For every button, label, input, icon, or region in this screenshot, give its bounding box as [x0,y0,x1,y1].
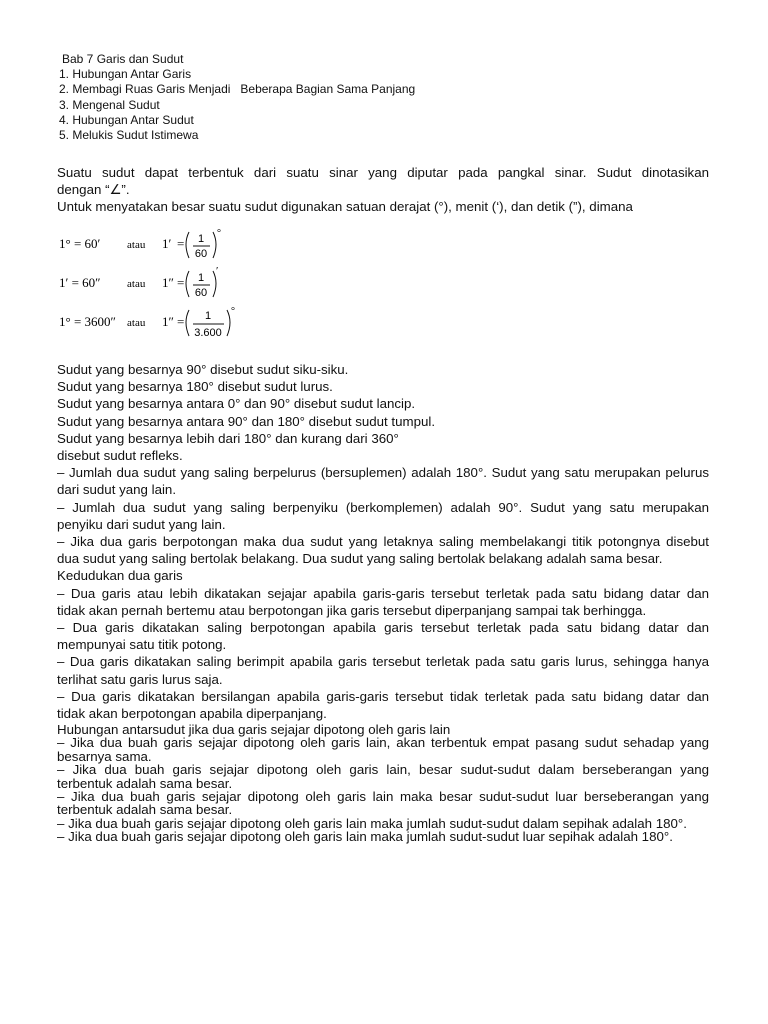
table-of-contents [59,52,415,143]
text-line: dari sudut yang lain. [57,482,177,498]
paren-left [186,310,189,336]
paren-left [186,271,189,297]
text-line: terbentuk adalah sama besar. [57,775,233,791]
intro-paragraph [57,164,709,215]
formula-row2-exp: ′ [216,265,219,277]
text-line: – Jika dua buah garis sejajar dipotong oleh garis lain, besar sudut-sudut dalam berseberangan yang [57,762,709,778]
formula-row1-exp: ° [217,228,221,239]
formula-row1-unit: 1′ [162,236,172,251]
text-line: Sudut yang besarnya antara 0° dan 90° disebut sudut lancip. [57,396,416,412]
section-heading: Kedudukan dua garis [57,568,183,584]
paren-left [186,232,189,258]
text-line: tidak akan pernah bertemu atau berpotongan jika garis tersebut diperpanjang sampai tak berhingga. [57,602,647,618]
formula-atau: atau [127,317,146,329]
formula-row3-left: 1° = 3600″ [59,314,116,329]
formula-row1-num: 1 [197,233,205,245]
text-line: disebut sudut refleks. [57,448,183,464]
text-line: terlihat satu garis lurus saja. [57,671,223,687]
text-line: Sudut yang besarnya 180° disebut sudut lurus. [57,379,333,395]
text-line: Sudut yang besarnya 90° disebut sudut siku-siku. [57,362,349,377]
formula-atau: atau [127,239,146,251]
text-line: – Jika dua garis berpotongan maka dua sudut yang letaknya saling membelakangi titik potongnya disebut [57,534,709,550]
text-line: tidak akan berpotongan apabila diperpanjang. [57,706,327,722]
formula-row1-left: 1° = 60′ [59,236,101,251]
intro-line: Untuk menyatakan besar suatu sudut digunakan satuan derajat (°), menit (‘), dan detik (”), dimana [57,199,633,214]
formula-row2-den: 60 [194,287,208,299]
formula-row3-den: 3.600 [194,327,222,339]
formula-row3-unit: 1″ [162,314,174,329]
text-line: – Dua garis dikatakan saling berpotongan apabila garis tersebut terletak pada satu bidang datar dan [57,620,709,636]
equals-sign: = [177,314,185,329]
text-line: Sudut yang besarnya antara 90° dan 180° disebut sudut tumpul. [57,413,436,429]
chapter-title: Bab 7 Garis dan Sudut [62,52,184,66]
text-line: – Dua garis dikatakan saling berimpit apabila garis tersebut terletak pada satu garis lurus, sehingga hanya [57,654,709,670]
toc-item: 3. Mengenal Sudut [59,97,160,112]
text-line: mempunyai satu titik potong. [57,637,227,653]
body-text-compact [57,723,709,844]
formula-row1-den: 60 [194,248,208,260]
text-line: – Jika dua buah garis sejajar dipotong oleh garis lain maka jumlah sudut-sudut dalam sepihak adalah 180°. [57,815,687,831]
text-line: penyiku dari sudut yang lain. [57,516,226,532]
formula-row2-num: 1 [197,272,205,284]
paren-right [213,232,216,258]
text-line: – Jika dua buah garis sejajar dipotong oleh garis lain maka besar sudut-sudut luar berseberangan yang [57,789,709,805]
text-line: – Dua garis dikatakan bersilangan apabila garis-garis tersebut tidak terletak pada satu bidang datar dan [57,688,709,704]
text-line: terbentuk adalah sama besar. [57,802,233,818]
paren-right [227,310,230,336]
text-line: – Jumlah dua sudut yang saling berpenyiku (berkomplemen) adalah 90°. Sudut yang satu merupakan [57,499,709,515]
equals-sign: = [177,275,185,290]
formula-row3-num: 1 [204,310,212,322]
unit-conversion-formulas [57,226,317,346]
toc-item: 1. Hubungan Antar Garis [59,67,192,82]
formula-row2-left: 1′ = 60″ [59,275,101,290]
formula-row3-exp: ° [231,306,235,317]
toc-item: 4. Hubungan Antar Sudut [59,112,194,127]
text-line: – Jumlah dua sudut yang saling berpelurus (bersuplemen) adalah 180°. Sudut yang satu merupakan pelurus [57,465,709,481]
formula-row2-unit: 1″ [162,275,174,290]
text-line: dua sudut yang saling bertolak belakang. Dua sudut yang saling bertolak belakang adalah sama besar. [57,551,663,567]
text-line: – Dua garis atau lebih dikatakan sejajar apabila garis-garis tersebut terletak pada satu bidang datar dan [57,585,709,601]
text-line: – Jika dua buah garis sejajar dipotong oleh garis lain, akan terbentuk empat pasang sudut sehadap yang [57,735,709,751]
intro-line: dengan “∠”. [57,182,130,197]
equals-sign: = [177,236,185,251]
body-text [57,361,709,722]
section-heading: Hubungan antarsudut jika dua garis sejajar dipotong oleh garis lain [57,722,451,737]
text-line: Sudut yang besarnya lebih dari 180° dan kurang dari 360° [57,430,399,446]
text-line: besarnya sama. [57,748,152,764]
intro-line: Suatu sudut dapat terbentuk dari suatu sinar yang diputar pada pangkal sinar. Sudut dinotasikan [57,165,709,180]
toc-item: 2. Membagi Ruas Garis Menjadi Beberapa Bagian Sama Panjang [59,82,416,97]
toc-item: 5. Melukis Sudut Istimewa [59,128,199,143]
formula-atau: atau [127,278,146,290]
text-line: – Jika dua buah garis sejajar dipotong oleh garis lain maka jumlah sudut-sudut luar sepihak adalah 180°. [57,829,673,845]
